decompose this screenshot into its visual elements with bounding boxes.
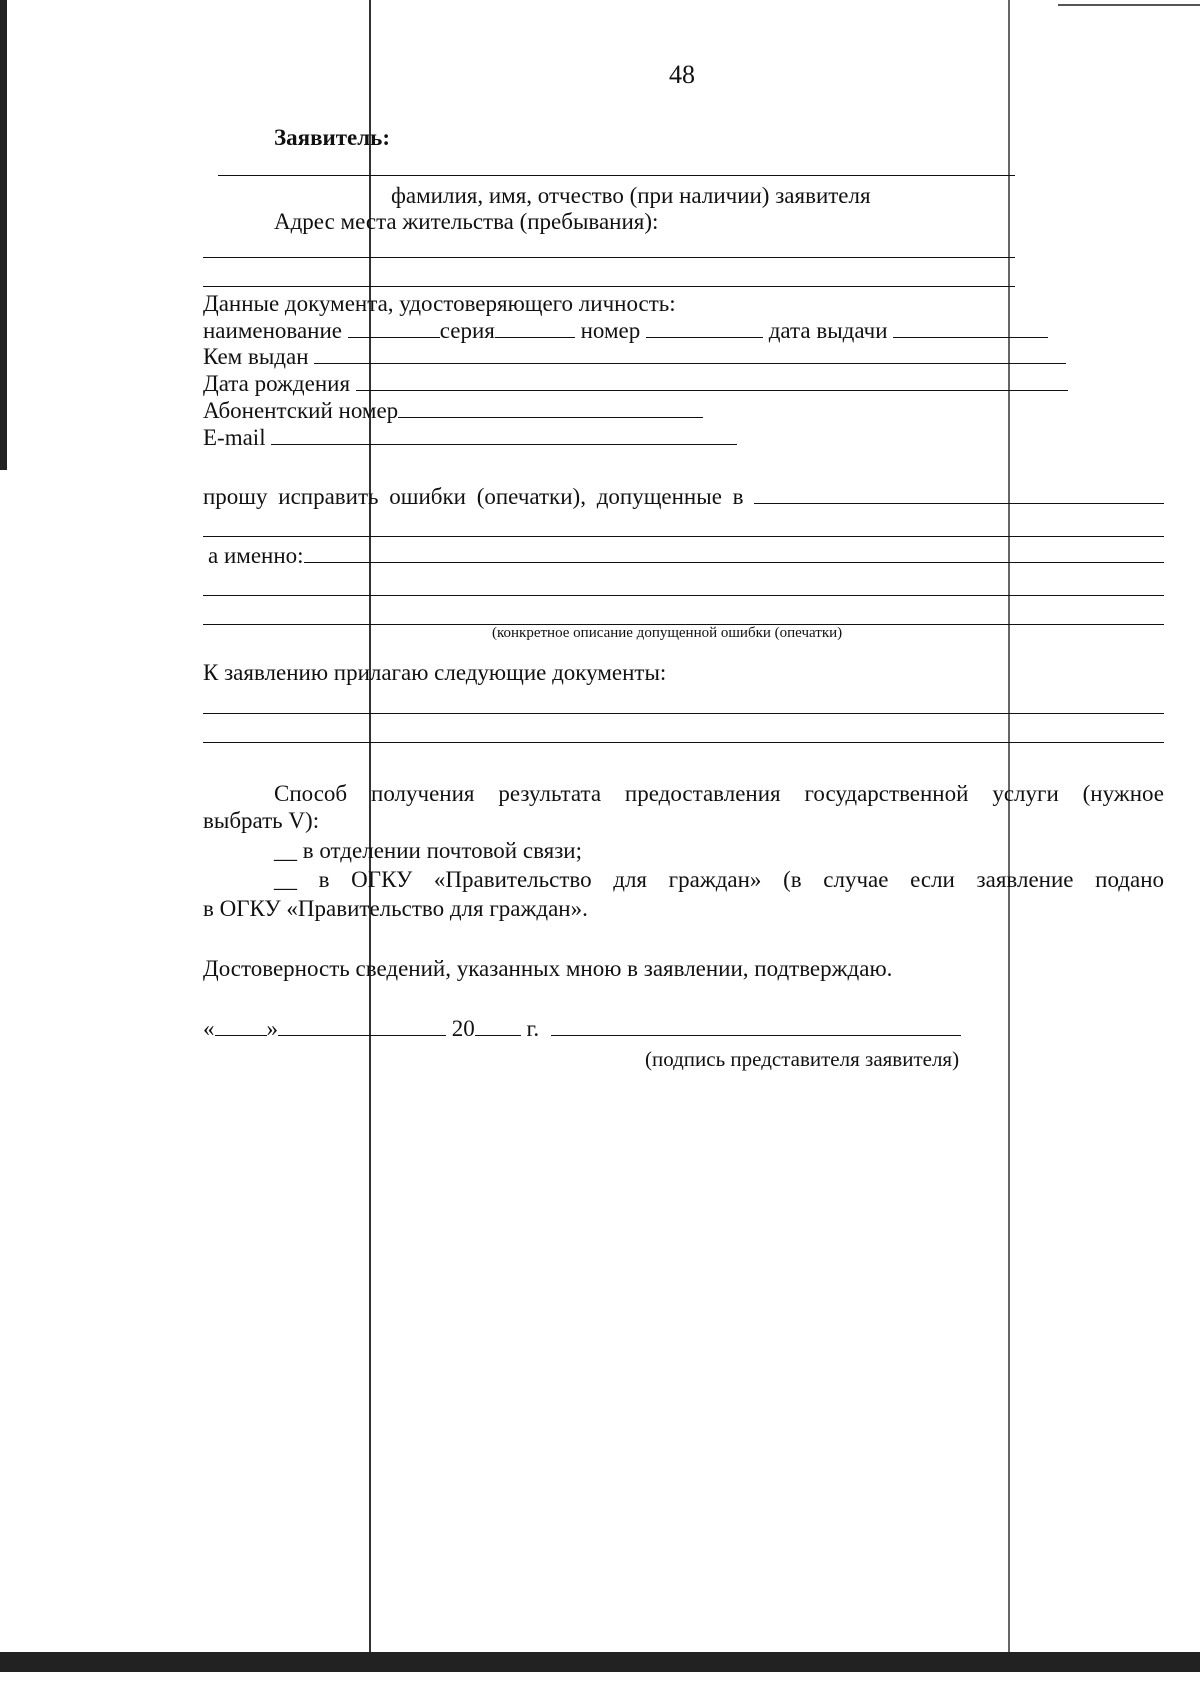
date-quote-open: « <box>203 1016 215 1041</box>
request-text: прошу исправить ошибки (опечатки), допущенные в <box>203 484 744 509</box>
address-line-1 <box>203 257 1015 258</box>
result-method-line-2: выбрать V): <box>203 808 320 833</box>
identity-doc-heading: Данные документа, удостоверяющего личность: <box>203 291 676 316</box>
scan-fold-line-left <box>369 0 371 1660</box>
doc-number-label: номер <box>580 318 641 343</box>
signature-date-row <box>203 1015 961 1042</box>
doc-name-label: наименование <box>203 318 342 343</box>
birth-date-field[interactable] <box>356 370 1068 391</box>
scan-corner-mark <box>1058 4 1200 6</box>
date-day-field[interactable] <box>215 1015 267 1036</box>
phone-row <box>203 397 703 424</box>
signature-field[interactable] <box>551 1015 961 1036</box>
date-year-prefix: 20 <box>451 1016 475 1041</box>
attachments-line-1 <box>203 713 1164 714</box>
namely-line-2 <box>203 595 1164 596</box>
address-line-2 <box>203 286 1015 287</box>
doc-series-field[interactable] <box>495 317 575 338</box>
date-year-suffix: г. <box>526 1016 540 1041</box>
email-label: E-mail <box>203 425 266 450</box>
phone-label: Абонентский номер <box>203 398 399 423</box>
issued-by-field[interactable] <box>314 343 1066 364</box>
option-ogku-line-1[interactable]: __ в ОГКУ «Правительство для граждан» (в случае если заявление подано <box>274 867 1164 892</box>
scan-border-left <box>0 0 7 470</box>
doc-number-field[interactable] <box>646 317 763 338</box>
phone-field[interactable] <box>398 397 703 418</box>
namely-row <box>208 542 1164 569</box>
birth-date-label: Дата рождения <box>203 371 351 396</box>
namely-label: а именно: <box>208 543 304 568</box>
doc-issue-date-label: дата выдачи <box>768 318 888 343</box>
namely-field[interactable] <box>304 542 1164 563</box>
fio-line <box>218 175 1015 176</box>
request-row <box>203 483 1164 510</box>
applicant-heading: Заявитель: <box>274 125 390 150</box>
birth-date-row <box>203 370 1068 397</box>
result-method-line-1: Способ получения результата предоставления государственной услуги (нужное <box>274 781 1164 806</box>
namely-caption: (конкретное описание допущенной ошибки (опечатки) <box>492 625 843 641</box>
attachments-label: К заявлению прилагаю следующие документы: <box>203 660 667 685</box>
issued-by-label: Кем выдан <box>203 344 309 369</box>
email-field[interactable] <box>271 424 737 445</box>
request-line-2 <box>203 536 1164 537</box>
doc-series-label: серия <box>439 318 495 343</box>
scan-fold-line-right <box>1008 0 1010 1660</box>
date-year-field[interactable] <box>475 1015 521 1036</box>
doc-name-field[interactable] <box>348 317 440 338</box>
request-field[interactable] <box>754 483 1164 504</box>
issued-by-row <box>203 343 1066 370</box>
doc-issue-date-field[interactable] <box>893 317 1048 338</box>
signature-caption: (подпись представителя заявителя) <box>645 1047 960 1071</box>
option-ogku-line-2: в ОГКУ «Правительство для граждан». <box>203 896 588 921</box>
attachments-line-2 <box>203 742 1164 743</box>
option-post[interactable]: __ в отделении почтовой связи; <box>274 838 582 863</box>
page-number: 48 <box>669 60 695 89</box>
fio-caption: фамилия, имя, отчество (при наличии) заявителя <box>391 183 871 208</box>
date-quote-close: » <box>266 1016 278 1041</box>
email-row <box>203 424 737 451</box>
confirmation-text: Достоверность сведений, указанных мною в заявлении, подтверждаю. <box>203 956 893 981</box>
identity-doc-name-row <box>203 317 1048 344</box>
address-label: Адрес места жительства (пребывания): <box>274 209 659 234</box>
scan-border-bottom <box>0 1652 1200 1672</box>
date-month-field[interactable] <box>278 1015 446 1036</box>
